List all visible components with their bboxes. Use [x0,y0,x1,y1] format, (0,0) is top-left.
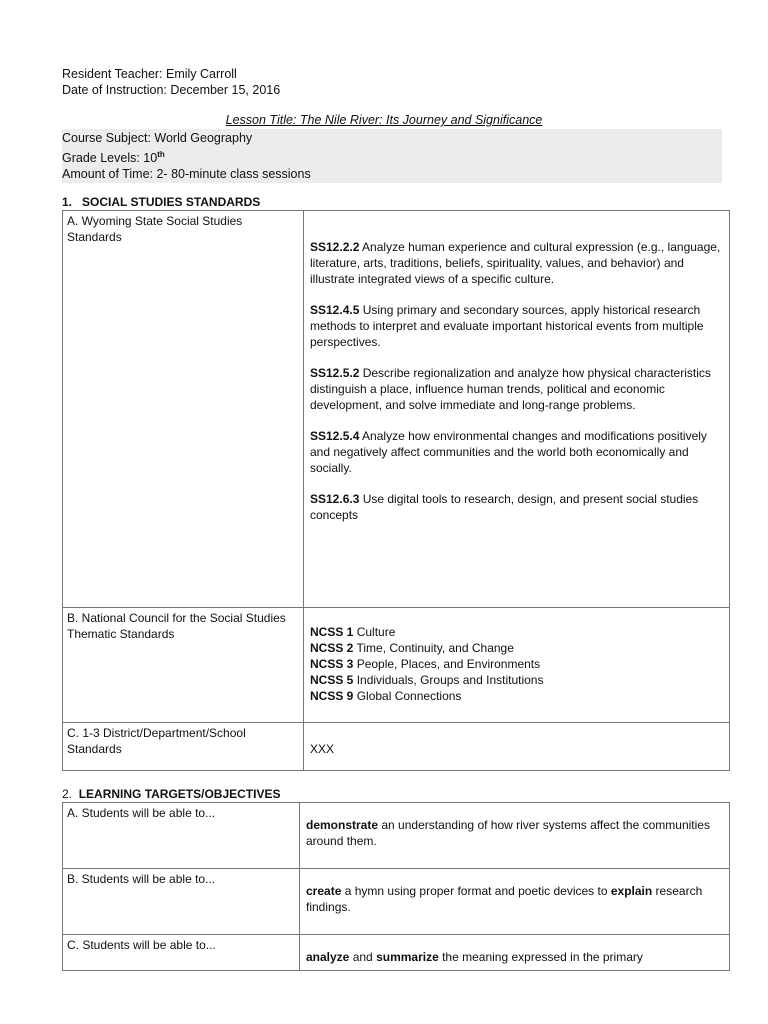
objective-label: B. Students will be able to... [63,869,300,935]
ncss-item [310,640,723,656]
ncss-item [310,656,723,672]
objective-phrase: research findings. [306,884,703,914]
objectives-table [62,802,730,971]
standard-text: Use digital tools to research, design, and present social studies concepts [310,492,699,522]
objective-verb: demonstrate [306,818,379,832]
amount-of-time: Amount of Time: 2- 80-minute class sessions [62,167,311,182]
ncss-text: Global Connections [353,689,462,703]
objective-label: C. Students will be able to... [63,935,300,971]
ncss-list [304,608,730,723]
objective-text [300,803,730,869]
objective-phrase: a hymn using proper format and poetic devices to [341,884,611,898]
standard-text: Using primary and secondary sources, apply historical research methods to interpret and evaluate important historical events from multiple perspectives. [310,303,704,349]
ncss-item [310,624,723,640]
ncss-code: NCSS 2 [310,641,354,655]
section-1-heading: 1. SOCIAL STUDIES STANDARDS [62,195,261,209]
date-of-instruction: Date of Instruction: December 15, 2016 [62,83,281,97]
table-row [63,608,730,723]
standard-item [310,491,723,523]
ncss-item [310,688,723,704]
objective-label: A. Students will be able to... [63,803,300,869]
resident-teacher: Resident Teacher: Emily Carroll [62,67,237,81]
district-standards-value: XXX [304,723,730,771]
standards-table [62,210,730,771]
ncss-code: NCSS 3 [310,657,354,671]
lesson-meta-box [62,129,722,183]
objective-verb: summarize [376,950,439,964]
ncss-item [310,672,723,688]
table-row [63,723,730,771]
standard-code: SS12.2.2 [310,240,360,254]
ncss-text: Time, Continuity, and Change [353,641,514,655]
section-2-heading: 2. LEARNING TARGETS/OBJECTIVES [62,787,281,801]
table-row [63,935,730,971]
ncss-code: NCSS 5 [310,673,354,687]
standard-text: Analyze how environmental changes and modifications positively and negatively affect communities and the world both economically and socially. [310,429,707,475]
objective-verb: analyze [306,950,350,964]
table-row [63,869,730,935]
objective-verb: create [306,884,342,898]
objective-verb: explain [610,884,653,898]
standard-code: SS12.5.4 [310,429,360,443]
grade-levels: Grade Levels: 10th [62,149,165,165]
objective-text [300,869,730,935]
standard-item [310,239,723,287]
ncss-text: People, Places, and Environments [353,657,541,671]
objective-phrase: the meaning expressed in the primary [438,950,643,964]
objective-phrase: and [349,950,377,964]
standard-code: SS12.6.3 [310,492,360,506]
objective-phrase: an understanding of how river systems affect the communities around them. [306,818,710,848]
ncss-code: NCSS 1 [310,625,354,639]
table-row [63,803,730,869]
standard-text: Analyze human experience and cultural expression (e.g., language, literature, arts, traditions, beliefs, spirituality, values, and behavior) and illustrate integrated views of a specific culture. [310,240,721,286]
wyoming-standards-list [304,211,730,608]
district-standards-label: C. 1-3 District/Department/School Standards [63,723,304,771]
standard-code: SS12.4.5 [310,303,360,317]
ncss-label: B. National Council for the Social Studies Thematic Standards [63,608,304,723]
standard-code: SS12.5.2 [310,366,360,380]
wyoming-standards-label: A. Wyoming State Social Studies Standards [63,211,304,608]
table-row [63,211,730,608]
ncss-text: Individuals, Groups and Institutions [353,673,544,687]
standard-item [310,428,723,476]
ncss-code: NCSS 9 [310,689,354,703]
course-subject: Course Subject: World Geography [62,131,253,145]
ncss-text: Culture [353,625,396,639]
objective-text [300,935,730,971]
standard-item [310,302,723,350]
standard-item [310,365,723,413]
standard-text: Describe regionalization and analyze how physical characteristics distinguish a place, influence human trends, political and economic development, and solve immediate and long-range problems. [310,366,711,412]
lesson-title: Lesson Title: The Nile River: Its Journey and Significance [225,113,543,127]
